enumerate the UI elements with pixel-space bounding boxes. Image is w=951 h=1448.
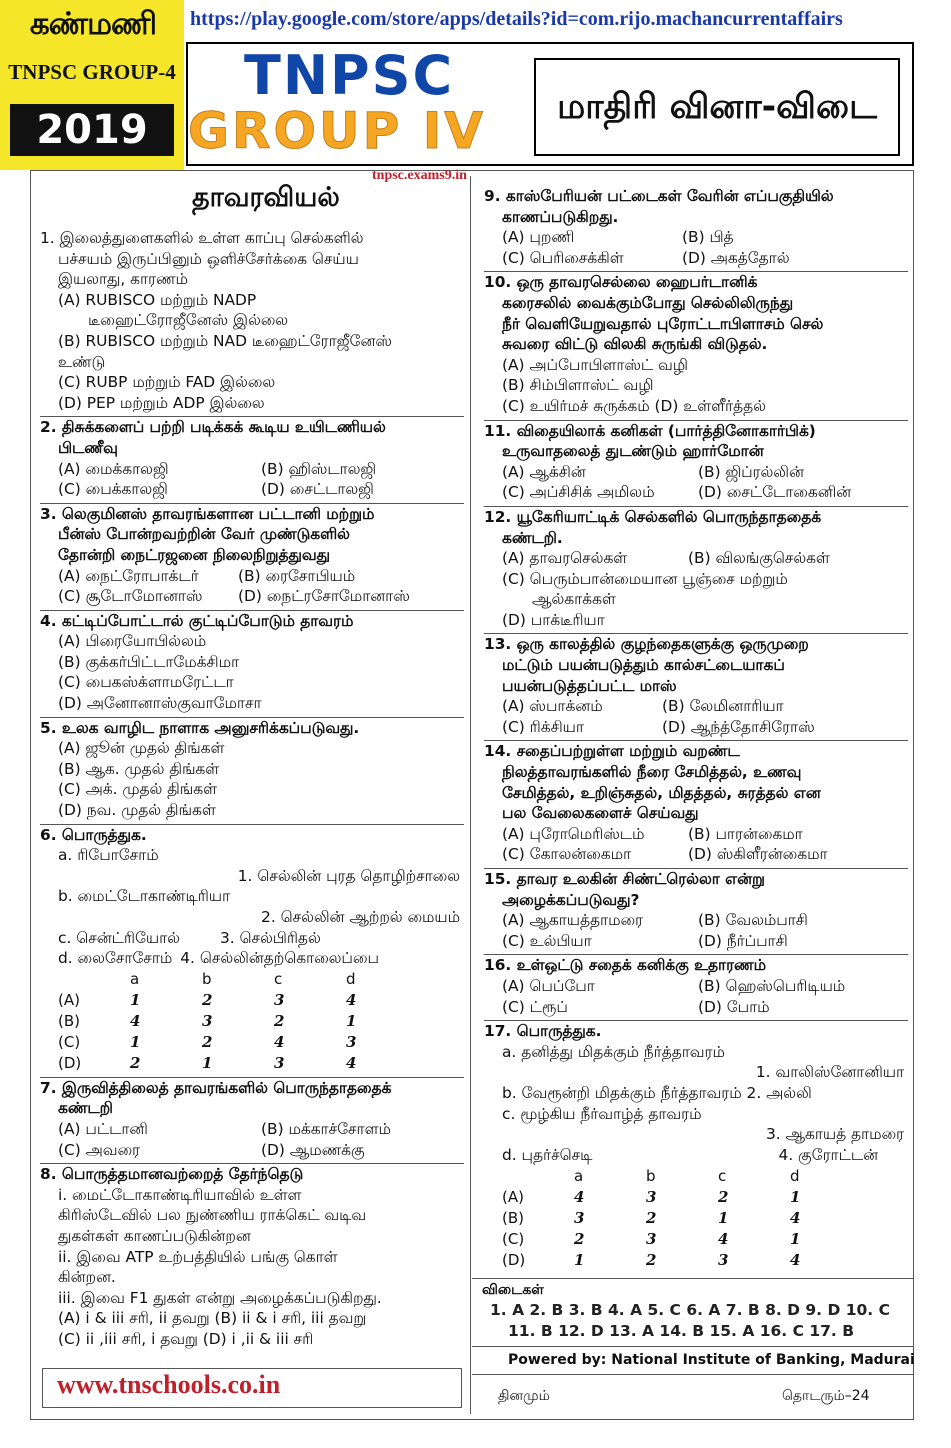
table-cell: a bbox=[130, 969, 140, 988]
question-text: நிலத்தாவரங்களில் நீரை சேமித்தல், உணவு bbox=[502, 763, 802, 782]
option: (B) ஜிப்ரல்லின் bbox=[698, 462, 804, 481]
watermark: tnpsc.exams9.in bbox=[372, 168, 467, 183]
table-cell: 1 bbox=[202, 1053, 213, 1072]
answers-block bbox=[490, 1300, 910, 1342]
option: (B) ஹெஸ்பெரிடியம் bbox=[698, 976, 846, 995]
question-6 bbox=[40, 825, 464, 1074]
question-text: 11. விதையிலாக் கனிகள் (பார்த்தினோகார்பிக்) bbox=[484, 421, 816, 440]
question-15 bbox=[484, 869, 908, 951]
table-cell: 3 bbox=[574, 1208, 585, 1227]
question-text: 5. உலக வாழிட நாளாக அனுசரிக்கப்படுவது. bbox=[40, 718, 360, 737]
question-text: தோன்றி நைட்ரஜனை நிலைநிறுத்துவது bbox=[58, 545, 330, 564]
question-text: பச்சயம் இருப்பினும் ஒளிச்சேர்க்கை செய்ய bbox=[58, 249, 359, 268]
table-cell: (D) bbox=[58, 1053, 82, 1072]
question-text: 7. இருவித்திலைத் தாவரங்களில் பொருந்தாததைக் bbox=[40, 1078, 392, 1097]
table-cell: 3 bbox=[718, 1250, 729, 1269]
table-cell: 2 bbox=[574, 1229, 585, 1248]
table-cell: 1 bbox=[790, 1187, 801, 1206]
question-text: பீன்ஸ் போன்றவற்றின் வேர் முண்டுகளில் bbox=[58, 525, 350, 544]
match-left: b. வேரூன்றி மிதக்கும் நீர்த்தாவரம் 2. அல்லி bbox=[502, 1083, 812, 1102]
option: (D) ஆந்த்தோசிரோஸ் bbox=[662, 717, 815, 736]
question-text: பல வேலைகளைச் செய்வது bbox=[502, 804, 699, 823]
table-row bbox=[502, 1186, 862, 1207]
option: (A) மைக்காலஜி bbox=[58, 459, 169, 478]
option: (D) அகத்தோல் bbox=[682, 248, 790, 267]
question-8 bbox=[40, 1164, 464, 1349]
table-row bbox=[502, 1228, 862, 1249]
table-cell: 2 bbox=[202, 1032, 213, 1051]
question-text: 17. பொருத்துக. bbox=[484, 1022, 602, 1041]
answers-divider bbox=[472, 1278, 914, 1279]
banner-line2: GROUP IV bbox=[188, 102, 486, 160]
question-text: 10. ஒரு தாவரசெல்லை ஹைபர்டானிக் bbox=[484, 273, 758, 292]
table-cell: 2 bbox=[718, 1187, 729, 1206]
question-text: இயலாது, காரணம் bbox=[58, 270, 188, 289]
question-text: 6. பொருத்துக. bbox=[40, 825, 147, 844]
question-12 bbox=[484, 507, 908, 631]
option: (C) பைக்காலஜி bbox=[58, 480, 168, 499]
option: (A) தாவரசெல்கள் bbox=[502, 549, 628, 568]
table-cell: d bbox=[346, 969, 356, 988]
option: கிரிஸ்டேவில் பல நுண்ணிய ராக்கெட் வடிவ bbox=[58, 1206, 367, 1225]
question-10 bbox=[484, 272, 908, 416]
option: உண்டு bbox=[58, 352, 106, 371]
question-text: 3. லெகுமினஸ் தாவரங்களான பட்டானி மற்றும் bbox=[40, 504, 375, 523]
banner-right-title: மாதிரி வினா-விடை bbox=[534, 58, 900, 156]
option: (C) அப்சிசிக் அமிலம் bbox=[502, 483, 655, 502]
match-left: a. ரிபோசோம் bbox=[58, 846, 159, 865]
question-text: 9. காஸ்பேரியன் பட்டைகள் வேரின் எப்பகுதியில் bbox=[484, 187, 834, 205]
question-text: 14. சதைப்பற்றுள்ள மற்றும் வறண்ட bbox=[484, 742, 740, 761]
option: (C) ட்ரூப் bbox=[502, 997, 568, 1016]
option: (C) அக். முதல் திங்கள் bbox=[58, 780, 217, 799]
table-cell: 3 bbox=[346, 1032, 357, 1051]
option: (A) அப்போபிளாஸ்ட் வழி bbox=[502, 355, 688, 374]
option: (A) பிரையோபில்லம் bbox=[58, 632, 207, 651]
option: (A) ஜூன் முதல் திங்கள் bbox=[58, 739, 225, 758]
option: (C) பெரும்பான்மையான பூஞ்சை மற்றும் bbox=[502, 569, 788, 588]
answers-title: விடைகள் bbox=[482, 1282, 544, 1298]
answers-line: 1. A 2. B 3. B 4. A 5. C 6. A 7. B 8. D 9. D 10. C bbox=[490, 1301, 890, 1319]
option: (C) பைகஸ்க்ளாமரேட்டா bbox=[58, 673, 234, 692]
question-text: சேமித்தல், உறிஞ்சுதல், மிதத்தல், சுரத்தல் என bbox=[502, 783, 821, 802]
question-text: கண்டறி bbox=[58, 1099, 113, 1118]
option: (A) பட்டானி bbox=[58, 1119, 148, 1138]
question-text: 1. இலைத்துளைகளில் உள்ள காப்பு செல்களில் bbox=[40, 229, 364, 247]
option: (C) ரிக்சியா bbox=[502, 717, 584, 736]
match-left: d. லைசோசோம் bbox=[58, 949, 173, 968]
table-cell: 4 bbox=[718, 1229, 729, 1248]
table-row bbox=[58, 1053, 418, 1074]
section-title: தாவரவியல் bbox=[192, 182, 340, 213]
table-cell: 4 bbox=[130, 1011, 141, 1030]
match-right: 3. ஆகாயத் தாமரை bbox=[765, 1125, 904, 1144]
table-cell: 3 bbox=[646, 1187, 657, 1206]
option: ஆல்காக்கள் bbox=[532, 590, 616, 609]
option: (A) RUBISCO மற்றும் NADP bbox=[58, 290, 257, 309]
option: iii. இவை F1 துகள் என்று அழைக்கப்படுகிறது. bbox=[58, 1288, 382, 1307]
match-right: 4. குரோட்டன் bbox=[778, 1145, 878, 1164]
option: i. மைட்டோகாண்டிரியாவில் உள்ள bbox=[58, 1185, 302, 1204]
match-left: c. சென்ட்ரியோல் bbox=[58, 928, 180, 947]
question-text: சுவரை விட்டு விலகி சுருங்கி விடுதல். bbox=[502, 335, 768, 354]
match-right: 4. செல்லின்தற்கொலைப்பை bbox=[180, 949, 379, 968]
option: (C) உல்பியா bbox=[502, 931, 592, 950]
table-cell: 1 bbox=[718, 1208, 729, 1227]
table-cell: b bbox=[646, 1166, 656, 1185]
question-5 bbox=[40, 718, 464, 821]
table-cell: c bbox=[718, 1166, 727, 1185]
table-cell: 4 bbox=[574, 1187, 585, 1206]
table-cell bbox=[502, 1165, 574, 1186]
footer-left-text: தினமும் bbox=[498, 1388, 550, 1404]
bottom-divider bbox=[472, 1374, 914, 1375]
option: (A) ஆக்சின் bbox=[502, 462, 586, 481]
question-text: உருவாதலைத் துடண்டும் ஹார்மோன் bbox=[502, 442, 764, 461]
option: (C) கோலன்கைமா bbox=[502, 845, 631, 864]
table-cell: 1 bbox=[130, 1032, 141, 1051]
question-17 bbox=[484, 1021, 908, 1270]
match-left: b. மைட்டோகாண்டிரியா bbox=[58, 887, 231, 906]
table-cell: 1 bbox=[790, 1229, 801, 1248]
column-divider bbox=[470, 176, 471, 1414]
option: ii. இவை ATP உற்பத்தியில் பங்கு கொள் bbox=[58, 1247, 338, 1266]
question-4 bbox=[40, 611, 464, 714]
option: (D) நைட்ரசோமோனாஸ் bbox=[238, 587, 410, 606]
option: (A) பெப்போ bbox=[502, 976, 595, 995]
table-cell: 2 bbox=[646, 1250, 657, 1269]
option: (A) புறணி bbox=[502, 228, 575, 247]
table-cell bbox=[58, 969, 130, 990]
table-cell: b bbox=[202, 969, 212, 988]
option: (C) RUBP மற்றும் FAD இல்லை bbox=[58, 373, 276, 392]
table-row bbox=[502, 1207, 862, 1228]
option: (B) சிம்பிளாஸ்ட் வழி bbox=[502, 376, 654, 395]
question-1 bbox=[40, 228, 464, 413]
table-cell: (A) bbox=[502, 1187, 524, 1206]
table-cell: 2 bbox=[202, 990, 213, 1009]
option: (B) லேமினாரியா bbox=[662, 697, 784, 716]
question-text: கரைசலில் வைக்கும்போது செல்லிலிருந்து bbox=[502, 293, 794, 312]
option: (B) ஹிஸ்டாலஜி bbox=[261, 459, 377, 478]
option: (D) ஆமணக்கு bbox=[261, 1140, 365, 1159]
option: கின்றன. bbox=[58, 1268, 116, 1287]
question-text: 4. கட்டிப்போட்டால் குட்டிப்போடும் தாவரம் bbox=[40, 611, 354, 630]
option: (C) பெரிசைக்கிள் bbox=[502, 248, 624, 267]
table-header-row bbox=[58, 969, 418, 990]
answers-line: 11. B 12. D 13. A 14. B 15. A 16. C 17. B bbox=[508, 1322, 855, 1340]
match-table bbox=[502, 1165, 862, 1270]
option: (D) போம் bbox=[698, 997, 770, 1016]
match-right: 2. செல்லின் ஆற்றல் மையம் bbox=[261, 908, 460, 926]
option: (B) பித் bbox=[682, 228, 734, 247]
option: (A) நைட்ரோபாக்டர் bbox=[58, 566, 199, 585]
match-right: 3. செல்பிரிதல் bbox=[219, 928, 321, 947]
question-16 bbox=[484, 955, 908, 1017]
banner-line1: TNPSC bbox=[244, 44, 455, 107]
option: (A) புரோமெரிஸ்டம் bbox=[502, 824, 645, 843]
table-cell: c bbox=[274, 969, 283, 988]
match-right: 1. செல்லின் புரத தொழிற்சாலை bbox=[237, 866, 460, 885]
table-cell: 2 bbox=[274, 1011, 285, 1030]
table-cell: (C) bbox=[58, 1032, 81, 1051]
table-row bbox=[58, 1032, 418, 1053]
question-text: பிடணீவு bbox=[58, 438, 118, 457]
option: (B) மக்காச்சோளம் bbox=[261, 1119, 391, 1138]
table-cell: (B) bbox=[502, 1208, 524, 1227]
option: (D) ஸ்கிளீரன்கைமா bbox=[688, 845, 828, 864]
table-cell: a bbox=[574, 1166, 584, 1185]
option: (B) வேலம்பாசி bbox=[698, 911, 808, 930]
question-text: 8. பொருத்தமானவற்றைத் தேர்ந்தெடு bbox=[40, 1165, 304, 1184]
title-banner bbox=[186, 42, 914, 166]
table-cell: 4 bbox=[274, 1032, 285, 1051]
option: (D) அனோனாஸ்குவாமோசா bbox=[58, 694, 262, 713]
option: (A) ஸ்பாக்னம் bbox=[502, 697, 603, 716]
match-left: a. தனித்து மிதக்கும் நீர்த்தாவரம் bbox=[502, 1042, 725, 1061]
table-cell: 3 bbox=[202, 1011, 213, 1030]
table-cell: (D) bbox=[502, 1250, 526, 1269]
option: (D) பாக்டீரியா bbox=[502, 610, 605, 629]
match-left: d. புதர்ச்செடி bbox=[502, 1145, 593, 1164]
table-cell: 1 bbox=[574, 1250, 585, 1269]
question-text: 12. யூகேரியாட்டிக் செல்களில் பொருந்தாததைக் bbox=[484, 507, 822, 526]
option: துகள்கள் காணப்படுகின்றன bbox=[58, 1226, 251, 1245]
table-cell: 4 bbox=[346, 1053, 357, 1072]
table-cell: 1 bbox=[346, 1011, 357, 1030]
question-9 bbox=[484, 186, 908, 268]
option: (B) ஆக. முதல் திங்கள் bbox=[58, 759, 220, 778]
option: (D) PEP மற்றும் ADP இல்லை bbox=[58, 393, 265, 412]
table-cell: (C) bbox=[502, 1229, 525, 1248]
question-text: காணப்படுகிறது. bbox=[502, 207, 619, 226]
option: (C) சூடோமோனாஸ் bbox=[58, 587, 203, 606]
option: (B) பாரன்கைமா bbox=[688, 824, 803, 843]
option: (B) குக்கர்பிட்டாமேக்சிமா bbox=[58, 652, 239, 671]
table-cell: 3 bbox=[646, 1229, 657, 1248]
footer-right-text: தொடரும்–24 bbox=[782, 1388, 870, 1404]
question-2 bbox=[40, 417, 464, 499]
table-cell: 2 bbox=[130, 1053, 141, 1072]
table-cell: 4 bbox=[346, 990, 357, 1009]
table-cell: (A) bbox=[58, 990, 80, 1009]
left-column bbox=[40, 228, 464, 1353]
brand-year: 2019 bbox=[10, 104, 174, 156]
table-cell: 1 bbox=[130, 990, 141, 1009]
table-cell: 3 bbox=[274, 1053, 285, 1072]
question-7 bbox=[40, 1078, 464, 1160]
question-text: 13. ஒரு காலத்தில் குழந்தைகளுக்கு ஒருமுறை bbox=[484, 635, 809, 654]
brand-box bbox=[0, 0, 184, 170]
option: (A) ஆகாயத்தாமரை bbox=[502, 911, 643, 930]
brand-name: கண்மணி bbox=[29, 6, 157, 42]
question-text: பயன்படுத்தப்பட்ட மாஸ் bbox=[502, 676, 677, 695]
question-text: 16. உள்ஒட்டு சதைக் கனிக்கு உதாரணம் bbox=[484, 956, 767, 975]
option: (D) நீர்ப்பாசி bbox=[698, 931, 788, 950]
question-text: நீர் வெளியேறுவதால் புரோட்டாபிளாசம் செல் bbox=[502, 314, 824, 333]
option: (B) RUBISCO மற்றும் NAD டீஹைட்ரோஜீனேஸ் bbox=[58, 331, 392, 350]
table-cell: d bbox=[790, 1166, 800, 1185]
option: (B) விலங்குசெல்கள் bbox=[688, 549, 830, 568]
right-column bbox=[484, 186, 908, 1273]
option: (D) நவ. முதல் திங்கள் bbox=[58, 801, 216, 820]
table-row bbox=[58, 1011, 418, 1032]
footer-url-box bbox=[42, 1368, 462, 1408]
question-text: கண்டறி. bbox=[502, 528, 563, 547]
question-13 bbox=[484, 634, 908, 737]
question-text: 2. திசுக்களைப் பற்றி படிக்கக் கூடிய உயிடணியல் bbox=[40, 418, 386, 437]
match-table bbox=[58, 969, 418, 1074]
table-cell: (B) bbox=[58, 1011, 80, 1030]
option: (B) ரைசோபியம் bbox=[238, 566, 356, 585]
powered-by: Powered by: National Institute of Banking, Madurai bbox=[508, 1352, 915, 1368]
powered-divider bbox=[472, 1346, 914, 1347]
table-cell: 4 bbox=[790, 1208, 801, 1227]
table-header-row bbox=[502, 1165, 862, 1186]
table-row bbox=[58, 990, 418, 1011]
option: (C) ii ,iii சரி, i தவறு (D) i ,ii & iii சரி bbox=[58, 1329, 314, 1348]
option: (D) சைட்டாலஜி bbox=[261, 480, 374, 499]
table-row bbox=[502, 1249, 862, 1270]
option: (A) i & iii சரி, ii தவறு (B) ii & i சரி, iii தவறு bbox=[58, 1309, 367, 1328]
top-url-link[interactable]: https://play.google.com/store/apps/details?id=com.rijo.machancurrentaffairs bbox=[190, 8, 843, 30]
brand-group: TNPSC GROUP-4 bbox=[8, 60, 176, 84]
table-cell: 2 bbox=[646, 1208, 657, 1227]
question-text: 15. தாவர உலகின் சிண்ட்ரெல்லா என்று bbox=[484, 870, 765, 888]
question-3 bbox=[40, 504, 464, 607]
option: (C) அவரை bbox=[58, 1140, 140, 1159]
question-text: அழைக்கப்படுவது? bbox=[502, 890, 640, 909]
question-14 bbox=[484, 741, 908, 865]
footer-url-link[interactable]: www.tnschools.co.in bbox=[57, 1370, 281, 1399]
option: டீஹைட்ரோஜீனேஸ் இல்லை bbox=[88, 311, 289, 330]
option: (D) சைட்டோகைனின் bbox=[698, 483, 852, 502]
match-right: 1. வாலிஸ்னோனியா bbox=[755, 1063, 904, 1082]
match-left: c. மூழ்கிய நீர்வாழ்த் தாவரம் bbox=[502, 1104, 702, 1123]
option: (C) உயிர்மச் சுருக்கம் (D) உள்ளீர்த்தல் bbox=[502, 396, 766, 415]
table-cell: 3 bbox=[274, 990, 285, 1009]
question-text: மட்டும் பயன்படுத்தும் கால்சட்டையாகப் bbox=[502, 656, 785, 675]
question-11 bbox=[484, 421, 908, 503]
table-cell: 4 bbox=[790, 1250, 801, 1269]
